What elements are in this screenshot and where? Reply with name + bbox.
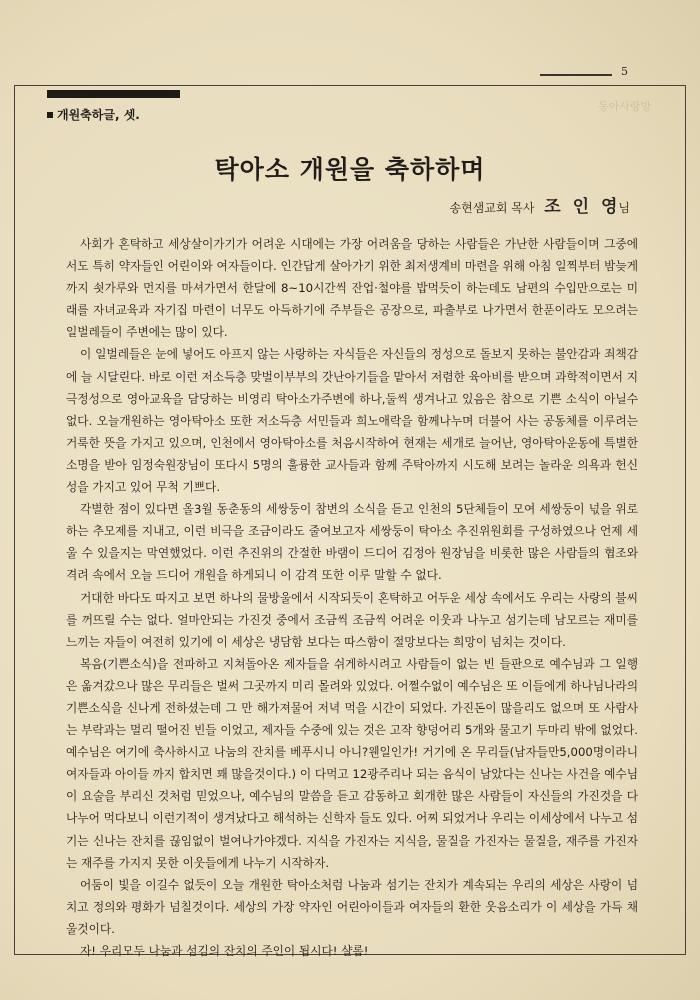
section-label-text: 개원축하글, 셋. <box>57 108 140 122</box>
paragraph: 거대한 바다도 따지고 보면 하나의 물방울에서 시작되듯이 혼탁하고 어두운 세상 속에서도 우리는 사랑의 불씨를 꺼뜨릴 수는 없다. 얼마안되는 가진것 중에서 조금씩 조금씩 어려운 이웃과 나누고 섬기는데 남모르는 재미를 느끼는 자들이 여전히 있기에 이 세상은 냉담함 보다는 따스함이 절망보다는 희망이 넘치는 것이다. <box>66 590 638 649</box>
article-title: 탁아소 개원을 축하하며 <box>214 155 486 184</box>
byline-affiliation: 송현샘교회 목사 <box>449 201 535 215</box>
paragraph: 자! 우리모두 나눔과 섬김의 잔치의 주인이 됩시다! 샬롬! <box>80 944 369 958</box>
header-rule <box>540 74 612 76</box>
bleed-through-text: 동아사랑방 <box>598 100 652 113</box>
article-body <box>66 233 638 962</box>
byline-author: 조 인 영 <box>544 197 621 217</box>
paragraph: 어둠이 빛을 이길수 없듯이 오늘 개원한 탁아소처럼 나눔과 섬기는 잔치가 계속되는 우리의 세상은 사랑이 넘치고 정의와 평화가 넘칠것이다. 세상의 가장 약자인 어린아이들과 여자들의 환한 웃음소리가 이 세상을 가득 채울것이다. <box>66 877 638 936</box>
byline-honorific: 님 <box>618 201 630 215</box>
paragraph: 각별한 점이 있다면 올3월 동춘동의 세쌍둥이 참변의 소식을 듣고 인천의 5단체들이 모여 세쌍둥이 넋을 위로하는 추모제를 지내고, 이런 비극을 조금이라도 줄여보고자 세쌍둥이 탁아소 추진위원회를 구성하였으나 언제 세울 수 있을지는 막연했었다. 이런 추진위의 간절한 바램이 드디어 김정아 원장님을 비롯한 많은 사람들의 협조와 격려 속에서 오늘 드디어 개원을 하게되니 이 감격 또한 이루 말할 수 없다. <box>66 502 638 583</box>
paragraph: 복음(기쁜소식)을 전파하고 지쳐돌아온 제자들을 쉬게하시려고 사람들이 없는 빈 들판으로 예수님과 그 일행은 옮겨갔으나 많은 무리들은 벌써 그곳까지 미리 몰려와 있었다. 어쩔수없이 예수님은 또 이들에게 하나님나라의 기쁜소식을 신나게 전하셨는데 그 만 해가져물어 저녁 먹을 시간이 되었다. 가진돈이 많을리도 없으며 또 사람사는 부락과는 멀리 떨어진 빈들 이었고, 제자들 수중에 있는 것은 고작 향덩어리 5개와 물고기 두마리 밖에 없었다. 예수님은 여기에 축사하시고 나눔의 잔치를 베푸시니 아니?웬일인가! 거기에 온 무리들(남자들만5,000명이라니 여자들과 아이들 까지 합치면 꽤 많을것이다.) 이 다먹고 12광주리나 되는 음식이 남았다는 신나는 사건을 예수님이 요술을 부리신 것처럼 믿었으나, 예수님의 말씀을 듣고 감동하고 회개한 많은 사람들이 자신들의 가진것을 다 나누어 먹다보니 이런기적이 생겨났다고 해석하는 신학자 들도 있다. 어찌 되었거나 우리는 이세상에서 나누고 섬기는 신나는 잔치를 끊임없이 벌여나가야겠다. 지식을 가진자는 지식을, 물질을 가진자는 물질을, 재주를 가진자는 재주를 가지지 못한 이웃들에게 나누기 시작하자. <box>66 656 638 870</box>
section-header-bar <box>47 90 180 98</box>
byline <box>450 192 631 217</box>
square-bullet-icon <box>47 112 53 118</box>
paragraph: 사회가 혼탁하고 세상살이가기가 어려운 시대에는 가장 어려움을 당하는 사람들은 가난한 사람들이며 그중에서도 특히 약자들인 어린이와 여자들이다. 인간답게 살아가기 위한 최저생계비 마련을 위해 아침 일찍부터 밤늦게까지 쇳가루와 먼지를 마셔가면서 한달에 8~10시간씩 잔업·철야를 밥먹듯이 하는데도 남편의 수입만으로는 미래를 자녀교육과 자기집 마련이 너무도 아득하기에 주부들은 공장으로, 파출부로 나가면서 한푼이라도 모으려는 일벌레들이 주변에는 많이 있다. <box>66 237 638 340</box>
page-number: 5 <box>621 65 628 78</box>
paragraph: 이 일벌레들은 눈에 넣어도 아프지 않는 사랑하는 자식들은 자신들의 정성으로 돌보지 못하는 불안감과 죄책감에 늘 시달린다. 바로 이런 저소득층 맞벌이부부의 갓난아기들을 맡아서 저렴한 육아비를 받으며 과학적이면서 지극정성으로 영아교육을 담당하는 비영리 탁아소가주변에 하나,둘씩 생겨나고 있음은 참으로 기쁜 소식이 아닐수 없다. 오늘개원하는 영아탁아소 또한 저소득층 서민들과 희노애락을 함께나누며 더불어 사는 공동체를 이루려는 거룩한 뜻을 가지고 있으며, 인천에서 영아탁아소를 처음시작하여 현재는 세개로 늘어난, 영아탁아운동에 특별한 소명을 받아 임정숙원장님이 또다시 5명의 훌륭한 교사들과 함께 주탁아까지 시도해 보려는 놀라운 의욕과 헌신성을 가지고 있어 무척 기쁘다. <box>66 347 638 495</box>
section-label <box>47 106 140 123</box>
